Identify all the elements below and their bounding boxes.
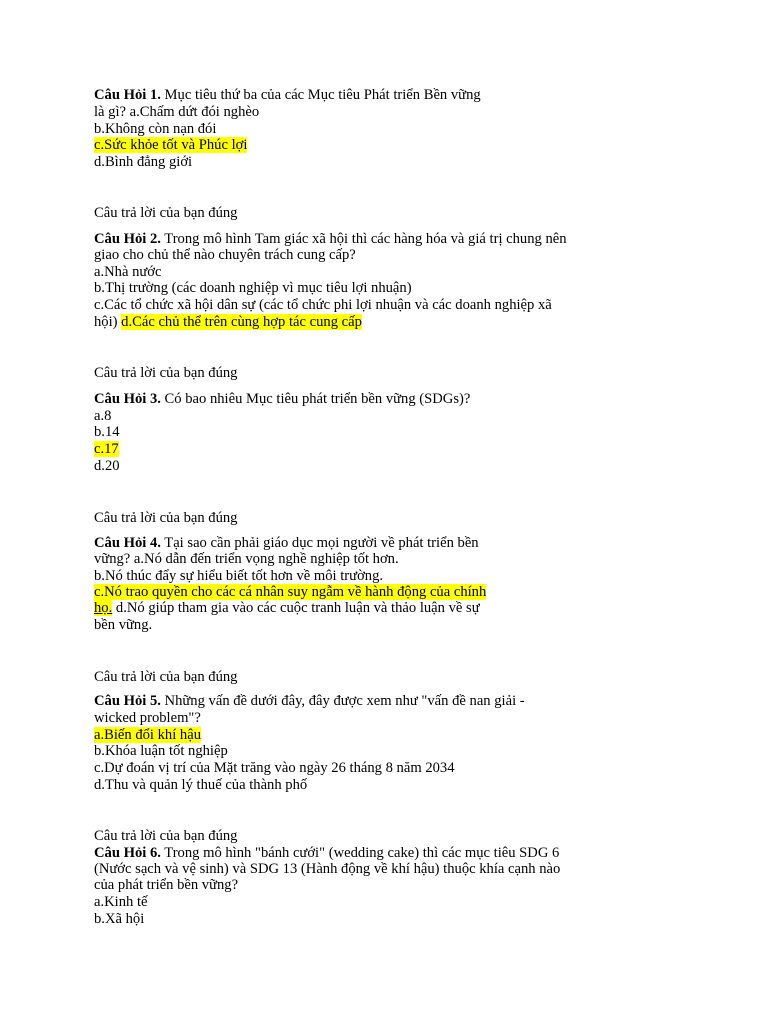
q4-feedback: Câu trả lời của bạn đúng [94,669,238,685]
q1-feedback: Câu trả lời của bạn đúng [94,205,238,221]
q2-option-c-tail: hội) [94,314,122,330]
q2-correct-answer: d.Các chủ thể trên cùng hợp tác cung cấp [121,314,362,330]
q1-stem-text: Mục tiêu thứ ba của các Mục tiêu Phát triển Bền vững [160,87,481,103]
q4-label: Câu Hỏi 4. [94,535,161,551]
q2-option-c: c.Các tổ chức xã hội dân sự (các tổ chức phi lợi nhuận và các doanh nghiệp xã [94,297,552,313]
q6-stem-line3: của phát triển bền vững? [94,877,239,893]
q2-option-c-cont [94,314,362,331]
q1-option-d: d.Bình đẳng giới [94,154,193,170]
q2-label: Câu Hỏi 2. [94,231,161,247]
q5-feedback: Câu trả lời của bạn đúng [94,828,238,844]
q3-option-d: d.20 [94,458,120,474]
q6-option-b: b.Xã hội [94,911,145,927]
q5-correct-answer: a.Biến đổi khí hậu [94,727,202,743]
q5-stem-text: Những vấn đề dưới đây, đây được xem như "vấn đề nan giải - [160,693,525,709]
q3-option-a: a.8 [94,408,112,424]
q4-option-b: b.Nó thúc đẩy sự hiểu biết tốt hơn về môi trường. [94,568,384,584]
q4-stem-text: Tại sao cần phải giáo dục mọi người về phát triển bền [160,535,479,551]
q3-feedback: Câu trả lời của bạn đúng [94,510,238,526]
q4-correct-answer-cont: họ. [94,600,113,616]
q4-correct-answer: c.Nó trao quyền cho các cá nhân suy ngẫm về hành động của chính [94,584,487,600]
q5-option-b: b.Khóa luận tốt nghiệp [94,743,228,759]
q5-stem-line1 [94,693,525,710]
q2-option-b: b.Thị trường (các doanh nghiệp vì mục tiêu lợi nhuận) [94,280,412,296]
q4-option-d: d.Nó giúp tham gia vào các cuộc tranh luận và thảo luận về sự [112,600,480,616]
q3-stem-text: Có bao nhiêu Mục tiêu phát triển bền vững (SDGs)? [160,391,471,407]
q5-option-d: d.Thu và quản lý thuế của thành phố [94,777,308,793]
q4-option-c-cont [94,600,480,617]
q1-option-b: b.Không còn nạn đói [94,121,217,137]
q5-option-a [94,727,201,744]
q2-option-a: a.Nhà nước [94,264,162,280]
q3-option-c [94,441,119,458]
q1-option-c [94,137,247,154]
q4-stem-line2: vững? a.Nó dẫn đến triển vọng nghề nghiệp tốt hơn. [94,551,399,567]
q3-label: Câu Hỏi 3. [94,391,161,407]
q1-correct-answer: c.Sức khỏe tốt và Phúc lợi [94,137,248,153]
q6-stem-line1 [94,845,559,862]
q3-correct-answer: c.17 [94,441,119,457]
q4-option-c [94,584,486,601]
q4-option-d-cont: bền vững. [94,617,153,633]
q5-option-c: c.Dự đoán vị trí của Mặt trăng vào ngày 26 tháng 8 năm 2034 [94,760,455,776]
q2-stem-line2: giao cho chủ thể nào chuyên trách cung cấp? [94,247,356,263]
q2-stem-text: Trong mô hình Tam giác xã hội thì các hàng hóa và giá trị chung nên [160,231,567,247]
q6-label: Câu Hỏi 6. [94,845,161,861]
q2-feedback: Câu trả lời của bạn đúng [94,365,238,381]
q3-stem-line1 [94,391,470,408]
q5-label: Câu Hỏi 5. [94,693,161,709]
q2-stem-line1 [94,231,567,248]
q1-stem-line1 [94,87,481,104]
q4-stem-line1 [94,535,479,552]
q6-option-a: a.Kinh tế [94,894,148,910]
q1-stem-line2: là gì? a.Chấm dứt đói nghèo [94,104,260,120]
q3-option-b: b.14 [94,424,120,440]
q1-label: Câu Hỏi 1. [94,87,161,103]
q5-stem-line2: wicked problem"? [94,710,201,726]
q6-stem-text: Trong mô hình "bánh cưới" (wedding cake) thì các mục tiêu SDG 6 [160,845,560,861]
q6-stem-line2: (Nước sạch và vệ sinh) và SDG 13 (Hành động về khí hậu) thuộc khía cạnh nào [94,861,561,877]
